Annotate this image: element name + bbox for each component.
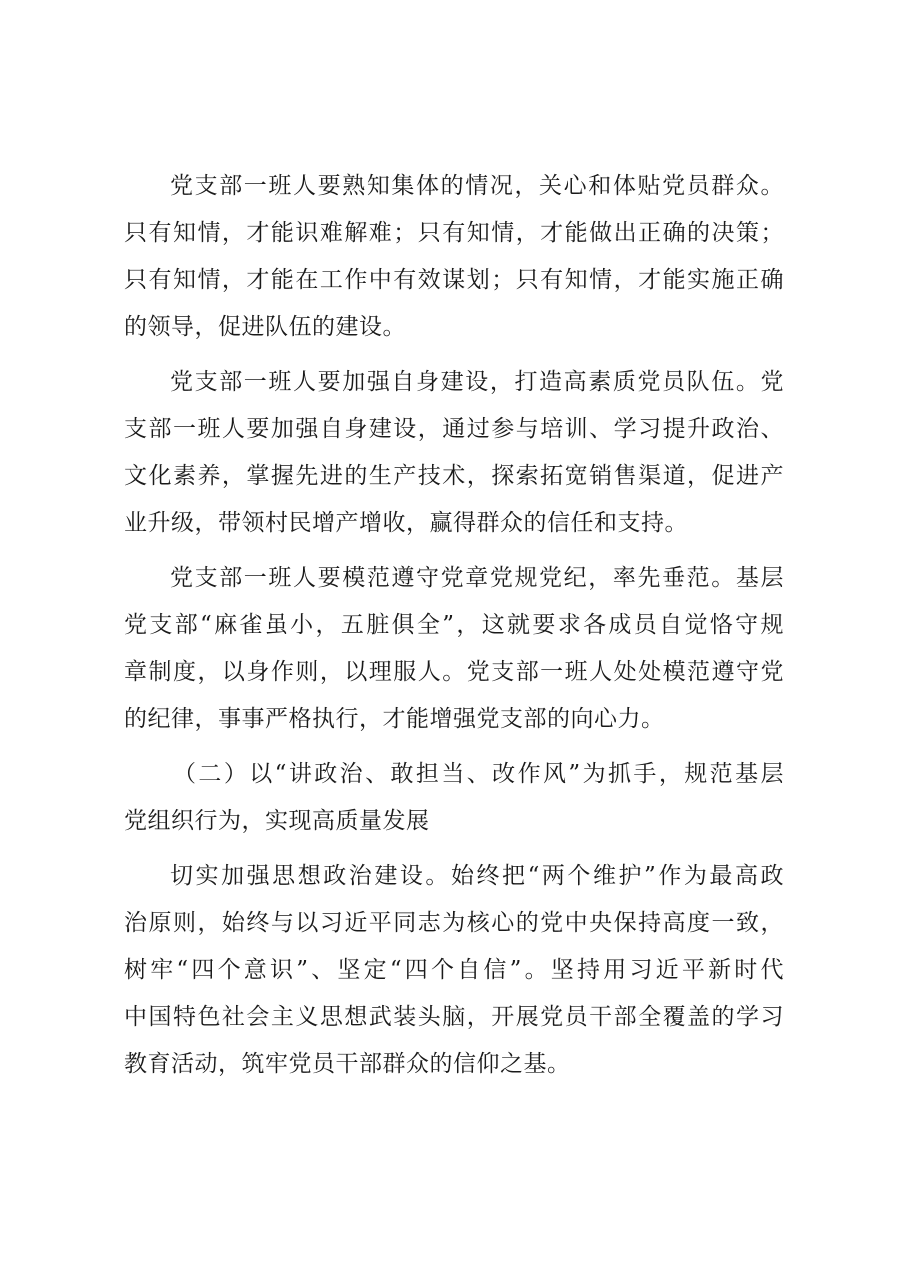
section-heading <box>124 751 784 845</box>
paragraph-political-building <box>124 853 784 1088</box>
paragraph-spacer <box>124 845 784 853</box>
section-heading-line: 党组织行为，实现高质量发展 <box>124 808 430 834</box>
paragraph-line: 的纪律，事事严格执行，才能增强党支部的向心力。 <box>124 706 665 732</box>
paragraph-line: 业升级，带领村民增产增收，赢得群众的信任和支持。 <box>124 510 688 536</box>
paragraph-line: 治原则，始终与以习近平同志为核心的党中央保持高度一致， <box>124 910 784 936</box>
paragraph-spacer <box>124 547 784 555</box>
paragraph-spacer <box>124 743 784 751</box>
paragraph-self-building <box>124 359 784 547</box>
paragraph-line: 党支部一班人要模范遵守党章党规党纪，率先垂范。基层 <box>170 565 784 591</box>
paragraph-line: 党支部一班人要熟知集体的情况，关心和体贴党员群众。 <box>170 173 784 199</box>
paragraph-line: 支部一班人要加强自身建设，通过参与培训、学习提升政治、 <box>124 416 784 442</box>
paragraph-line: 只有知情，才能识难解难；只有知情，才能做出正确的决策； <box>124 220 784 246</box>
paragraph-knowledge <box>124 163 784 351</box>
paragraph-line: 的领导，促进队伍的建设。 <box>124 314 406 340</box>
section-heading-line: （二）以“讲政治、敢担当、改作风”为抓手，规范基层 <box>173 761 784 787</box>
document-body <box>124 163 784 1088</box>
paragraph-line: 文化素养，掌握先进的生产技术，探索拓宽销售渠道，促进产 <box>124 463 784 489</box>
paragraph-line: 树牢“四个意识”、坚定“四个自信”。坚持用习近平新时代 <box>124 957 784 983</box>
paragraph-line: 教育活动，筑牢党员干部群众的信仰之基。 <box>124 1051 571 1077</box>
paragraph-spacer <box>124 351 784 359</box>
paragraph-line: 切实加强思想政治建设。始终把“两个维护”作为最高政 <box>170 863 784 889</box>
paragraph-line: 党支部一班人要加强自身建设，打造高素质党员队伍。党 <box>170 369 784 395</box>
paragraph-line: 章制度，以身作则，以理服人。党支部一班人处处模范遵守党 <box>124 659 784 685</box>
paragraph-line: 中国特色社会主义思想武装头脑，开展党员干部全覆盖的学习 <box>124 1004 784 1030</box>
paragraph-discipline <box>124 555 784 743</box>
paragraph-line: 只有知情，才能在工作中有效谋划；只有知情，才能实施正确 <box>124 267 784 293</box>
paragraph-line: 党支部“麻雀虽小，五脏俱全”，这就要求各成员自觉恪守规 <box>124 612 784 638</box>
